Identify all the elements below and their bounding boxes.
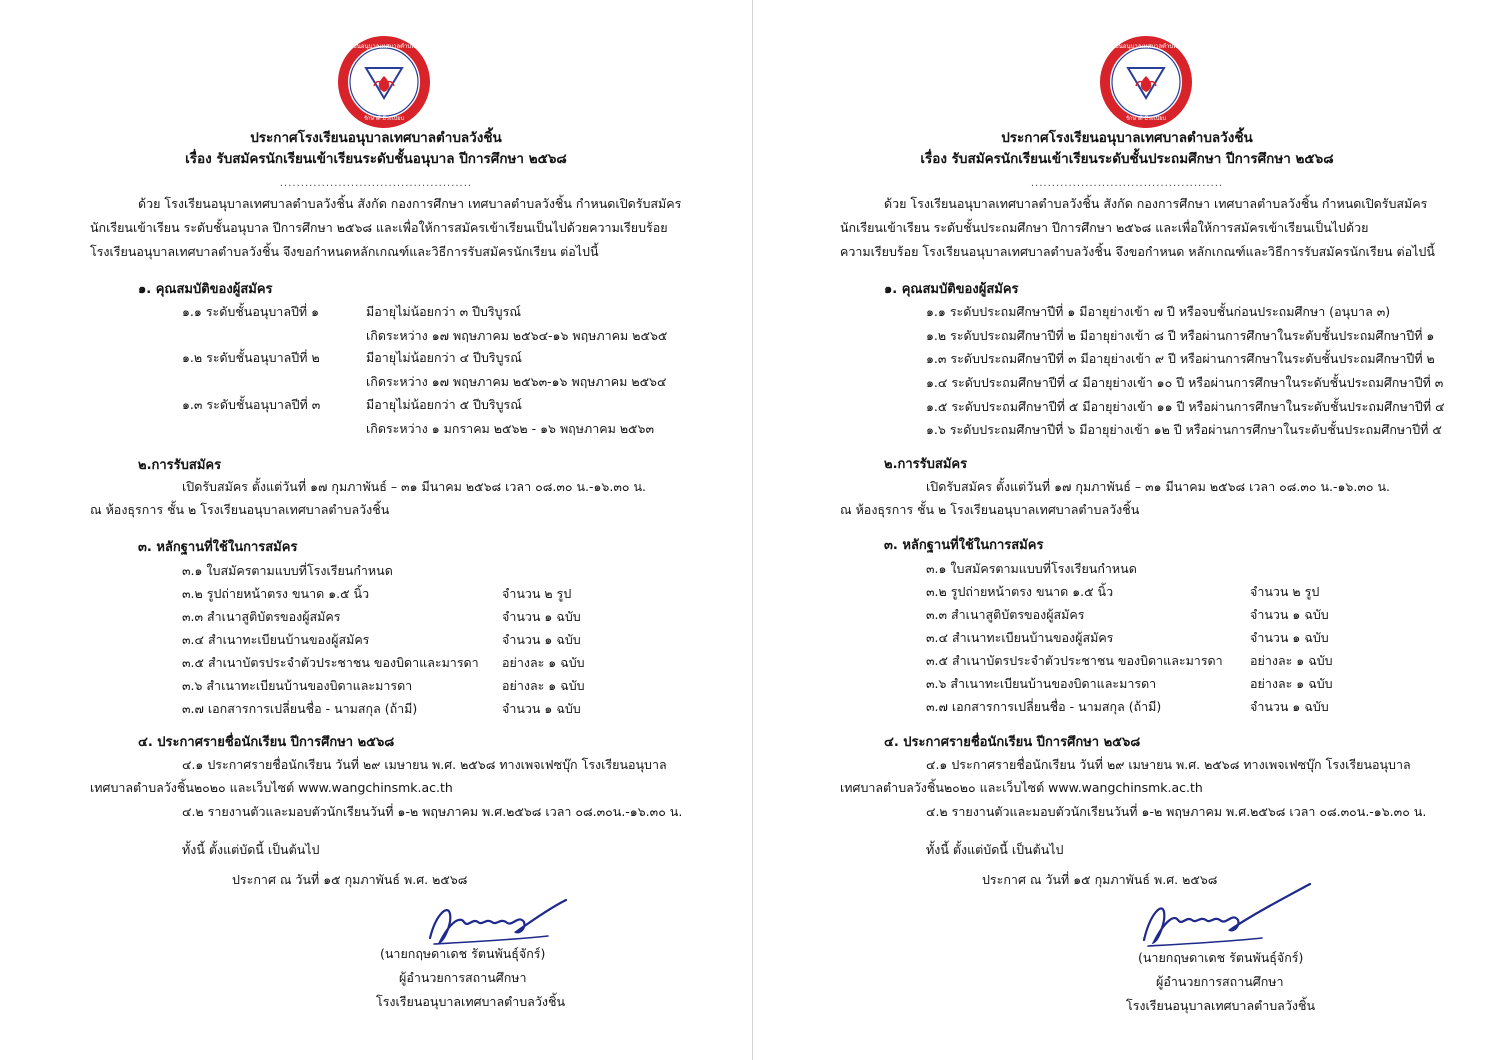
application-period: เปิดรับสมัคร ตั้งแต่วันที่ ๑๗ กุมภาพันธ์ – ๓๑ มีนาคม ๒๕๖๘ เวลา ๐๘.๓๐ น.-๑๖.๓๐ น.: [926, 479, 1391, 494]
report-date: ๔.๒ รายงานตัวและมอบตัวนักเรียนวันที่ ๑-๒ พฤษภาคม พ.ศ.๒๕๖๘ เวลา ๐๘.๓๐น.-๑๖.๓๐ น.: [182, 804, 683, 819]
application-place: ณ ห้องธุรการ ชั้น ๒ โรงเรียนอนุบาลเทศบาลตำบลวังชิ้น: [840, 502, 1140, 517]
application-period: เปิดรับสมัคร ตั้งแต่วันที่ ๑๗ กุมภาพันธ์ – ๓๑ มีนาคม ๒๕๖๘ เวลา ๐๘.๓๐ น.-๑๖.๓๐ น.: [182, 479, 647, 494]
section-3-heading: ๓. หลักฐานที่ใช้ในการสมัคร: [884, 538, 1044, 553]
qual-label: ๑.๒ ระดับชั้นอนุบาลปีที่ ๒: [182, 350, 320, 365]
signer-position: ผู้อำนวยการสถานศึกษา: [399, 970, 527, 985]
document-qty: จำนวน ๑ ฉบับ: [502, 609, 581, 624]
document-item: ๓.๑ ใบสมัครตามแบบที่โรงเรียนกำหนด: [926, 561, 1137, 576]
logo-ring-text: โรงเรียนอนุบาลเทศบาลตำบลวังชิ้น: [1100, 43, 1192, 50]
signer-name: (นายกฤษดาเดช รัตนพันธุ์จักร์): [380, 946, 546, 961]
title-line-1: ประกาศโรงเรียนอนุบาลเทศบาลตำบลวังชิ้น: [250, 130, 502, 146]
list-announcement: ๔.๑ ประกาศรายชื่อนักเรียน วันที่ ๒๙ เมษายน พ.ศ. ๒๕๖๘ ทางเพจเฟซบุ๊ก โรงเรียนอนุบาล: [926, 757, 1411, 772]
announce-date: ประกาศ ณ วันที่ ๑๕ กุมภาพันธ์ พ.ศ. ๒๕๖๘: [982, 872, 1218, 887]
intro-line: นักเรียนเข้าเรียน ระดับชั้นอนุบาล ปีการศึกษา ๒๕๖๘ และเพื่อให้การสมัครเข้าเรียนเป็นไปด้วยความเรียบร้อย: [90, 220, 668, 235]
document-qty: จำนวน ๑ ฉบับ: [1250, 699, 1329, 714]
announce-date: ประกาศ ณ วันที่ ๑๕ กุมภาพันธ์ พ.ศ. ๒๕๖๘: [232, 872, 468, 887]
list-announcement: ๔.๑ ประกาศรายชื่อนักเรียน วันที่ ๒๙ เมษายน พ.ศ. ๒๕๖๘ ทางเพจเฟซบุ๊ก โรงเรียนอนุบาล: [182, 757, 667, 772]
document-qty: จำนวน ๒ รูป: [1250, 584, 1320, 599]
application-place: ณ ห้องธุรการ ชั้น ๒ โรงเรียนอนุบาลเทศบาลตำบลวังชิ้น: [90, 502, 390, 517]
signer-position: ผู้อำนวยการสถานศึกษา: [1156, 974, 1284, 989]
signer-name: (นายกฤษดาเดช รัตนพันธุ์จักร์): [1138, 950, 1304, 965]
qual-row: ๑.๑ ระดับประถมศึกษาปีที่ ๑ มีอายุย่างเข้า ๗ ปี หรือจบชั้นก่อนประถมศึกษา (อนุบาล ๓): [926, 304, 1391, 319]
document-item: ๓.๔ สำเนาทะเบียนบ้านของผู้สมัคร: [182, 632, 370, 647]
document-qty: จำนวน ๒ รูป: [502, 586, 572, 601]
qual-row: ๑.๔ ระดับประถมศึกษาปีที่ ๔ มีอายุย่างเข้า ๑๐ ปี หรือผ่านการศึกษาในระดับชั้นประถมศึกษาปีที่ ๓: [926, 375, 1444, 390]
document-qty: อย่างละ ๑ ฉบับ: [1250, 676, 1333, 691]
document-qty: จำนวน ๑ ฉบับ: [1250, 630, 1329, 645]
document-qty: จำนวน ๑ ฉบับ: [502, 632, 581, 647]
document-item: ๓.๑ ใบสมัครตามแบบที่โรงเรียนกำหนด: [182, 563, 393, 578]
signer-organization: โรงเรียนอนุบาลเทศบาลตำบลวังชิ้น: [1126, 998, 1315, 1013]
signature: [420, 892, 570, 948]
intro-line: โรงเรียนอนุบาลเทศบาลตำบลวังชิ้น จึงขอกำหนดหลักเกณฑ์และวิธีการรับสมัครนักเรียน ต่อไปนี้: [90, 244, 599, 259]
document-item: ๓.๖ สำเนาทะเบียนบ้านของบิดาและมารดา: [926, 676, 1157, 691]
document-item: ๓.๔ สำเนาทะเบียนบ้านของผู้สมัคร: [926, 630, 1114, 645]
separator: ..............................................: [279, 178, 473, 189]
logo-ring-text: โรงเรียนอนุบาลเทศบาลตำบลวังชิ้น: [338, 43, 430, 50]
document-item: ๓.๕ สำเนาบัตรประจำตัวประชาชน ของบิดาและมารดา: [182, 655, 479, 670]
document-item: ๓.๒ รูปถ่ายหน้าตรง ขนาด ๑.๕ นิ้ว: [182, 586, 370, 601]
section-1-heading: ๑. คุณสมบัติของผู้สมัคร: [884, 282, 1019, 297]
document-item: ๓.๒ รูปถ่ายหน้าตรง ขนาด ๑.๕ นิ้ว: [926, 584, 1114, 599]
intro-line: ด้วย โรงเรียนอนุบาลเทศบาลตำบลวังชิ้น สังกัด กองการศึกษา เทศบาลตำบลวังชิ้น กำหนดเปิดรับสมัคร: [884, 196, 1428, 211]
effective-note: ทั้งนี้ ตั้งแต่บัดนี้ เป็นต้นไป: [182, 842, 320, 857]
document-item: ๓.๓ สำเนาสูติบัตรของผู้สมัคร: [926, 607, 1085, 622]
qual-row: ๑.๖ ระดับประถมศึกษาปีที่ ๖ มีอายุย่างเข้า ๑๒ ปี หรือผ่านการศึกษาในระดับชั้นประถมศึกษาปีที่ ๕: [926, 422, 1442, 437]
intro-line: ด้วย โรงเรียนอนุบาลเทศบาลตำบลวังชิ้น สังกัด กองการศึกษา เทศบาลตำบลวังชิ้น กำหนดเปิดรับสมัคร: [138, 196, 682, 211]
title-line-2: เรื่อง รับสมัครนักเรียนเข้าเรียนระดับชั้นประถมศึกษา ปีการศึกษา ๒๕๖๘: [920, 151, 1334, 167]
section-2-heading: ๒.การรับสมัคร: [884, 457, 968, 472]
list-announcement-cont: เทศบาลตำบลวังชิ้น๒๐๒๐ และเว็บไซต์ www.wangchinsmk.ac.th: [90, 780, 453, 795]
section-4-heading: ๔. ประกาศรายชื่อนักเรียน ปีการศึกษา ๒๕๖๘: [884, 735, 1141, 750]
qual-age: มีอายุไม่น้อยกว่า ๓ ปีบริบูรณ์: [366, 304, 521, 319]
qual-label: ๑.๓ ระดับชั้นอนุบาลปีที่ ๓: [182, 397, 321, 412]
document-qty: อย่างละ ๑ ฉบับ: [502, 655, 585, 670]
separator: ..............................................: [1030, 178, 1224, 189]
signer-organization: โรงเรียนอนุบาลเทศบาลตำบลวังชิ้น: [376, 994, 565, 1009]
section-2-heading: ๒.การรับสมัคร: [138, 458, 222, 473]
document-item: ๓.๗ เอกสารการเปลี่ยนชื่อ - นามสกุล (ถ้ามี): [182, 701, 418, 716]
signature: [1134, 880, 1314, 952]
qual-row: ๑.๕ ระดับประถมศึกษาปีที่ ๕ มีอายุย่างเข้า ๑๑ ปี หรือผ่านการศึกษาในระดับชั้นประถมศึกษาปีที่ ๔: [926, 399, 1445, 414]
page-divider: [752, 0, 753, 1060]
section-4-heading: ๔. ประกาศรายชื่อนักเรียน ปีการศึกษา ๒๕๖๘: [138, 735, 395, 750]
qual-row: ๑.๓ ระดับประถมศึกษาปีที่ ๓ มีอายุย่างเข้า ๙ ปี หรือผ่านการศึกษาในระดับชั้นประถมศึกษาปีที่ ๒: [926, 351, 1435, 366]
section-1-heading: ๑. คุณสมบัติของผู้สมัคร: [138, 282, 273, 297]
announcement-primary: [754, 0, 1500, 1060]
intro-line: ความเรียบร้อย โรงเรียนอนุบาลเทศบาลตำบลวังชิ้น จึงขอกำหนด หลักเกณฑ์และวิธีการรับสมัครนักเรียน ต่อไปนี้: [840, 244, 1435, 259]
qual-label: ๑.๑ ระดับชั้นอนุบาลปีที่ ๑: [182, 304, 320, 319]
document-qty: จำนวน ๑ ฉบับ: [1250, 607, 1329, 622]
document-qty: จำนวน ๑ ฉบับ: [502, 701, 581, 716]
document-item: ๓.๗ เอกสารการเปลี่ยนชื่อ - นามสกุล (ถ้ามี): [926, 699, 1162, 714]
school-logo: [338, 36, 430, 128]
school-logo: [1100, 36, 1192, 128]
qual-age: มีอายุไม่น้อยกว่า ๕ ปีบริบูรณ์: [366, 397, 522, 412]
section-3-heading: ๓. หลักฐานที่ใช้ในการสมัคร: [138, 540, 298, 555]
title-line-2: เรื่อง รับสมัครนักเรียนเข้าเรียนระดับชั้นอนุบาล ปีการศึกษา ๒๕๖๘: [185, 151, 567, 167]
qual-age: มีอายุไม่น้อยกว่า ๔ ปีบริบูรณ์: [366, 350, 522, 365]
document-item: ๓.๓ สำเนาสูติบัตรของผู้สมัคร: [182, 609, 341, 624]
document-item: ๓.๖ สำเนาทะเบียนบ้านของบิดาและมารดา: [182, 678, 413, 693]
qual-born: เกิดระหว่าง ๑ มกราคม ๒๕๖๒ - ๑๖ พฤษภาคม ๒๕๖๓: [366, 421, 655, 436]
qual-born: เกิดระหว่าง ๑๗ พฤษภาคม ๒๕๖๔-๑๖ พฤษภาคม ๒๕๖๕: [366, 328, 668, 343]
logo-bottom-text: รักษาดี มีระเบียบ: [364, 116, 404, 122]
document-item: ๓.๕ สำเนาบัตรประจำตัวประชาชน ของบิดาและมารดา: [926, 653, 1223, 668]
list-announcement-cont: เทศบาลตำบลวังชิ้น๒๐๒๐ และเว็บไซต์ www.wangchinsmk.ac.th: [840, 780, 1203, 795]
title-line-1: ประกาศโรงเรียนอนุบาลเทศบาลตำบลวังชิ้น: [1001, 130, 1253, 146]
logo-bottom-text: รักษาดี มีระเบียบ: [1126, 116, 1166, 122]
effective-note: ทั้งนี้ ตั้งแต่บัดนี้ เป็นต้นไป: [926, 842, 1064, 857]
report-date: ๔.๒ รายงานตัวและมอบตัวนักเรียนวันที่ ๑-๒ พฤษภาคม พ.ศ.๒๕๖๘ เวลา ๐๘.๓๐น.-๑๖.๓๐ น.: [926, 804, 1427, 819]
document-qty: อย่างละ ๑ ฉบับ: [502, 678, 585, 693]
intro-line: นักเรียนเข้าเรียน ระดับชั้นประถมศึกษา ปีการศึกษา ๒๕๖๘ และเพื่อให้การสมัครเข้าเรียนเป็นไปด้วย: [840, 220, 1369, 235]
qual-row: ๑.๒ ระดับประถมศึกษาปีที่ ๒ มีอายุย่างเข้า ๘ ปี หรือผ่านการศึกษาในระดับชั้นประถมศึกษาปีที่ ๑: [926, 328, 1435, 343]
document-qty: อย่างละ ๑ ฉบับ: [1250, 653, 1333, 668]
qual-born: เกิดระหว่าง ๑๗ พฤษภาคม ๒๕๖๓-๑๖ พฤษภาคม ๒๕๖๔: [366, 374, 667, 389]
